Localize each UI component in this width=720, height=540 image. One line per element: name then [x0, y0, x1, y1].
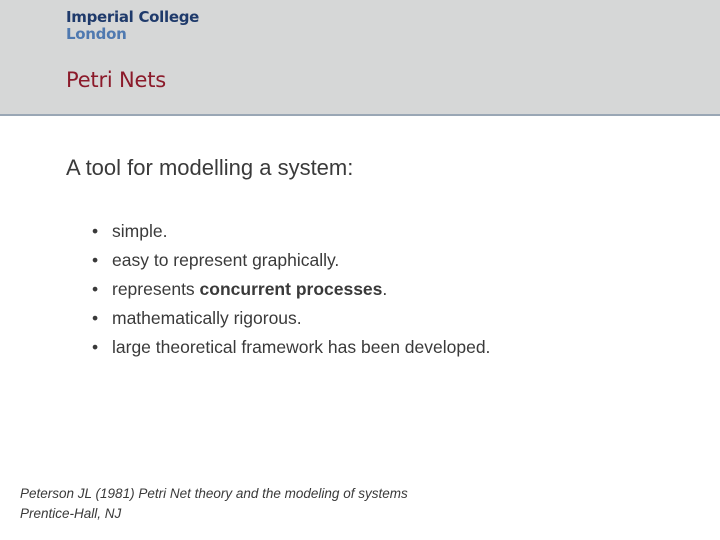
slide-header [0, 0, 720, 116]
bullet-item [92, 304, 490, 333]
bullet-text: represents [112, 279, 200, 299]
bullet-trailing-text: . [382, 279, 388, 299]
citation-line-2: Prentice-Hall, NJ [20, 506, 122, 521]
bullet-text: simple. [112, 221, 168, 241]
bullet-item [92, 333, 490, 362]
bullet-item [92, 246, 490, 275]
intro-text: A tool for modelling a system: [66, 155, 354, 180]
slide-title: Petri Nets [66, 68, 167, 92]
citation-line-1: Peterson JL (1981) Petri Net theory and the modeling of systems [20, 486, 408, 501]
citation [20, 484, 408, 524]
bullet-marker: • [92, 337, 99, 357]
logo-line-2: London [66, 25, 127, 43]
bullet-text: easy to represent graphically. [112, 250, 340, 270]
bullet-marker: • [92, 250, 99, 270]
logo-line-1: Imperial College [66, 8, 200, 26]
bullet-marker: • [92, 279, 99, 299]
bullet-marker: • [92, 221, 99, 241]
imperial-college-logo [66, 9, 199, 43]
bullet-item [92, 275, 490, 304]
bullet-bold-text: concurrent processes [199, 279, 383, 299]
bullet-item [92, 217, 490, 246]
bullet-text: large theoretical framework has been developed. [112, 337, 491, 357]
bullet-text: mathematically rigorous. [112, 308, 302, 328]
bullet-marker: • [92, 308, 99, 328]
bullet-list [92, 217, 490, 362]
